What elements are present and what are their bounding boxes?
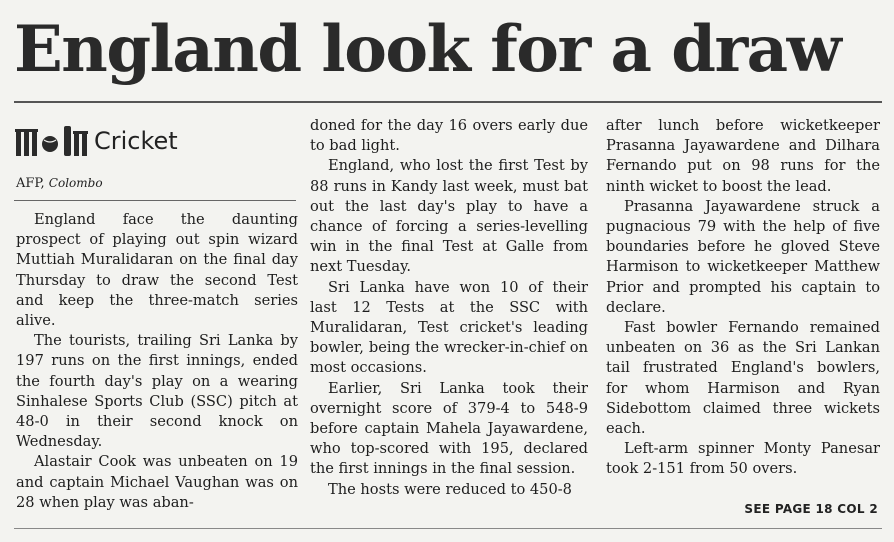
byline-agency: AFP, — [16, 176, 45, 191]
article-column-1 — [16, 210, 298, 513]
headline-rule — [14, 101, 882, 103]
paragraph: after lunch before wicketkeeper Prasanna Jayawardene and Dilhara Fernando put on 98 runs for the ninth wicket to boost the lead. — [606, 117, 880, 195]
cricket-logo-icon — [14, 124, 88, 156]
paragraph: Earlier, Sri Lanka took their overnight score of 379-4 to 548-9 before captain Mahela Jayawardene, who top-scored with 195, declared the first innings in the final session. — [310, 379, 588, 478]
paragraph: England, who lost the first Test by 88 runs in Kandy last week, must bat out the last day's play to have a chance of forcing a series-levelling win in the final Test at Galle from next Tuesday. — [310, 157, 588, 276]
paragraph: Sri Lanka have won 10 of their last 12 Tests at the SSC with Muralidaran, Test cricket's leading bowler, being the wrecker-in-chief on most occasions. — [310, 278, 588, 377]
article-column-2 — [310, 116, 588, 500]
section-header — [14, 118, 178, 156]
byline-rule — [14, 200, 296, 201]
paragraph: The tourists, trailing Sri Lanka by 197 runs on the first innings, ended the fourth day's play on a wearing Sinhalese Sports Club (SSC) pitch at 48-0 in their second knock on Wednesday. — [16, 332, 298, 451]
paragraph: England face the daunting prospect of playing out spin wizard Muttiah Muralidaran on the final day Thursday to draw the second Test and keep the three-match series alive. — [16, 211, 298, 330]
byline-place: Colombo — [48, 176, 103, 190]
paragraph: doned for the day 16 overs early due to bad light. — [310, 117, 588, 155]
headline: England look for a draw — [14, 12, 841, 87]
paragraph: The hosts were reduced to 450-8 — [328, 480, 572, 498]
continuation-reference: SEE PAGE 18 COL 2 — [744, 502, 878, 516]
paragraph: Prasanna Jayawardene struck a pugnacious 79 with the help of five boundaries before he gloved Steve Harmison to wicketkeeper Matthew Prior and prompted his captain to declare. — [606, 197, 880, 316]
article-column-3 — [606, 116, 880, 480]
paragraph: Alastair Cook was unbeaten on 19 and captain Michael Vaughan was on 28 when play was aban- — [16, 453, 298, 511]
paragraph: Left-arm spinner Monty Panesar took 2-151 from 50 overs. — [606, 440, 880, 478]
section-name: Cricket — [94, 127, 178, 155]
paragraph: Fast bowler Fernando remained unbeaten on 36 as the Sri Lankan tail frustrated England's bowlers, for whom Harmison and Ryan Sidebottom claimed three wickets each. — [606, 319, 880, 438]
byline — [16, 174, 103, 193]
bottom-rule — [14, 528, 882, 529]
